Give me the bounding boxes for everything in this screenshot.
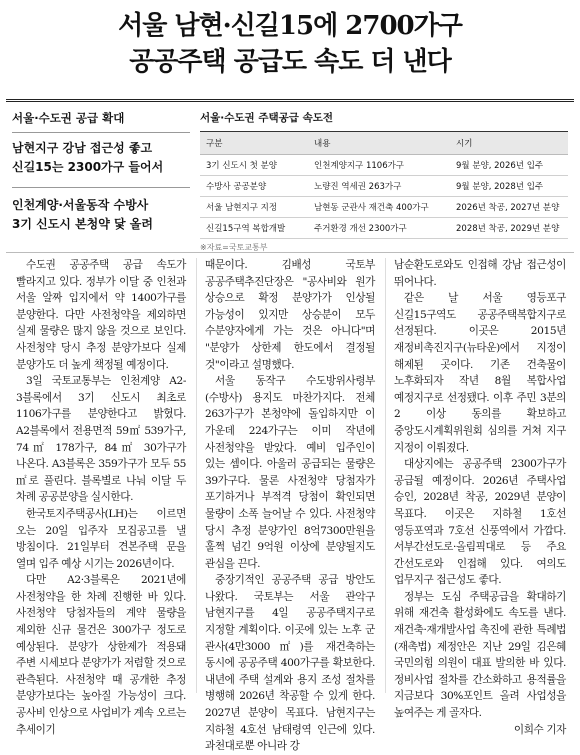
body-paragraph: 서울 동작구 수도방위사령부(수방사) 용지도 마찬가지다. 전체 263가구가 본청약에 돌입하지만 이 가운데 224가구는 이미 작년에 사전청약을 받았다. 예비 입주인이 있는 셈이다. 아울러 공급되는 물량은 39가구다. 물론 사전청약 당첨자가 포기하거나 부적격 당첨이 확인되면 물량이 소폭 늘어날 수 있다. 사전청약 당시 추정 분양가인 8억7300만원을 훌쩍 넘긴 9억원 이상에 분양될지도 관심을 끈다. bbox=[205, 375, 375, 570]
supply-table bbox=[200, 132, 568, 239]
deck-kicker: 서울·수도권 공급 확대 bbox=[12, 110, 190, 133]
table-cell: 수방사 공공분양 bbox=[200, 176, 308, 197]
top-rule bbox=[6, 99, 574, 100]
subheading-deck bbox=[12, 110, 190, 234]
table-cell: 인천계양지구 1106가구 bbox=[308, 155, 450, 176]
deck-subhead-2 bbox=[12, 187, 190, 234]
table-header-cell: 구분 bbox=[200, 132, 308, 155]
table-cell: 주거환경 개선 2300가구 bbox=[308, 218, 450, 239]
deck-subhead-1 bbox=[12, 139, 190, 177]
table-cell: 노량진 역세권 263가구 bbox=[308, 176, 450, 197]
table-cell: 서울 남현지구 지정 bbox=[200, 197, 308, 218]
body-column-1 bbox=[16, 257, 186, 738]
table-cell: 9월 분양, 2026년 입주 bbox=[450, 155, 568, 176]
table-row bbox=[200, 197, 568, 218]
deck-subhead-1-line-2: 신길15는 2300가구 들어서 bbox=[12, 160, 164, 174]
table-header-cell: 시기 bbox=[450, 132, 568, 155]
body-paragraph: 같은 날 서울 영등포구 신길15구역도 공공주택복합지구로 선정된다. 이곳은 2015년 재정비촉진지구(뉴타운)에서 지정이 해제된 곳이다. 기존 건축물이 노후화되자 작년 8월 복합사업 예정지구로 선정됐다. 이후 주민 3분의 2 이상 동의를 확보하고 중앙도시계획위원회 심의를 거쳐 지구 지정이 이뤄졌다. bbox=[394, 292, 566, 454]
body-paragraph: 중장기적인 공공주택 공급 방안도 나왔다. 국토부는 서울 관악구 남현지구를 4일 공공주택지구로 지정할 계획이다. 이곳에 있는 노후 군 관사(4만3000㎡)를 재건축하는 동시에 공공주택 400가구를 확보한다. 내년에 주택 설계와 용지 조성 절차를 병행해 2026년 착공할 수 있게 한다. 2027년 분양이 목표다. 남현지구는 지하철 4호선 남태령역 인근에 있다. 과천대로뿐 아니라 강 bbox=[205, 574, 375, 753]
headline-line-2: 공공주택 공급도 속도 더 낸다 bbox=[129, 47, 451, 77]
body-paragraph: 수도권 공공주택 공급 속도가 빨라지고 있다. 정부가 이달 중 인천과 서울 알짜 입지에서 약 1400가구를 분양한다. 다만 사전청약을 제외하면 실제 물량은 많지 않을 것으로 보인다. 사전청약 당시 추정 분양가보다 실제 분양가도 더 높게 책정될 예정이다. bbox=[16, 259, 186, 371]
deck-subhead-2-line-1: 인천계양·서울동작 수방사 bbox=[12, 198, 149, 212]
table-row bbox=[200, 176, 568, 197]
body-paragraph: 다만 A2·3블록은 2021년에 사전청약을 한 차례 진행한 바 있다. 사전청약 당첨자들의 계약 물량을 제외한 신규 물건은 300가구 정도로 예상된다. 분양가 상한제가 적용돼 주변 시세보다 분양가가 저렴할 것으로 관측된다. 사전청약 때 공개한 추정 분양가보다는 높아질 가능성이 크다. 공사비 인상으로 사업비가 계속 오르는 추세이기 bbox=[16, 574, 186, 736]
section-divider bbox=[6, 252, 574, 253]
deck-subhead-2-line-2: 3기 신도시 본청약 닻 올려 bbox=[12, 217, 153, 231]
table-cell: 2026년 착공, 2027년 분양 bbox=[450, 197, 568, 218]
table-cell: 9월 분양, 2028년 입주 bbox=[450, 176, 568, 197]
body-paragraph: 3일 국토교통부는 인천계양 A2-3블록에서 3기 신도시 최초로 1106가구를 분양한다고 밝혔다. A2블록에서 전용면적 59㎡ 539가구, 74㎡ 178가구, 84㎡ 30가구가 나온다. A3블록은 359가구가 모두 55㎡로 풀린다. 블록별로 나눠 이달 두 차례 공공분양을 실시한다. bbox=[16, 375, 186, 504]
body-paragraph: 남순환도로와도 인접해 강남 접근성이 뛰어나다. bbox=[394, 259, 566, 288]
top-rule-2 bbox=[6, 101, 574, 102]
body-paragraph: 때문이다. 김배성 국토부 공공주택추진단장은 "공사비와 원가 상승으로 확정 분양가가 인상될 가능성이 있지만 상승분이 모두 수분양자에게 가는 것은 아니다"며 "분양가 상한제 한도에서 결정될 것"이라고 설명했다. bbox=[205, 259, 375, 371]
table-cell: 3기 신도시 첫 분양 bbox=[200, 155, 308, 176]
body-column-3 bbox=[394, 257, 566, 738]
column-divider bbox=[196, 258, 197, 693]
deck-subhead-1-line-1: 남현지구 강남 접근성 좋고 bbox=[12, 141, 153, 155]
table-source: ※자료=국토교통부 bbox=[200, 243, 268, 252]
body-paragraph: 정부는 도심 주택공급을 확대하기 위해 재건축 활성화에도 속도를 낸다. 재건축·재개발사업 촉진에 관한 특례법(재촉법) 제정안은 지난 29일 김은혜 국민의힘 의원이 대표 발의한 바 있다. 정비사업 절차를 간소화하고 용적률을 지금보다 30%포인트 올려 사업성을 높여주는 게 골자다. bbox=[394, 590, 566, 720]
table-header-cell: 내용 bbox=[308, 132, 450, 155]
body-column-2 bbox=[205, 257, 375, 755]
supply-table-box bbox=[200, 110, 568, 253]
column-divider bbox=[385, 258, 386, 693]
table-cell: 남현동 군관사 재건축 400가구 bbox=[308, 197, 450, 218]
body-paragraph: 한국토지주택공사(LH)는 이르면 오는 20일 입주자 모집공고를 낼 방침이다. 21일부터 견본주택 문을 열며 입주 예상 시기는 2026년이다. bbox=[16, 507, 186, 570]
table-title: 서울·수도권 주택공급 속도전 bbox=[200, 110, 568, 132]
table-row bbox=[200, 155, 568, 176]
table-header-row bbox=[200, 132, 568, 155]
table-row bbox=[200, 218, 568, 239]
table-cell: 신길15구역 복합개발 bbox=[200, 218, 308, 239]
headline bbox=[0, 8, 580, 80]
headline-line-1: 서울 남현·신길15에 2700가구 bbox=[118, 11, 462, 41]
body-paragraph: 대상지에는 공공주택 2300가구가 공급될 예정이다. 2026년 주택사업 승인, 2028년 착공, 2029년 분양이 목표다. 이곳은 지하철 1호선 영등포역과 7호선 신풍역에서 가깝다. 서부간선도로·올림픽대로 등 주요 간선도로와 인접해 있다. 여의도 업무지구 접근성도 좋다. bbox=[394, 458, 566, 587]
byline: 이희수 기자 bbox=[513, 723, 566, 736]
table-cell: 2028년 착공, 2029년 분양 bbox=[450, 218, 568, 239]
